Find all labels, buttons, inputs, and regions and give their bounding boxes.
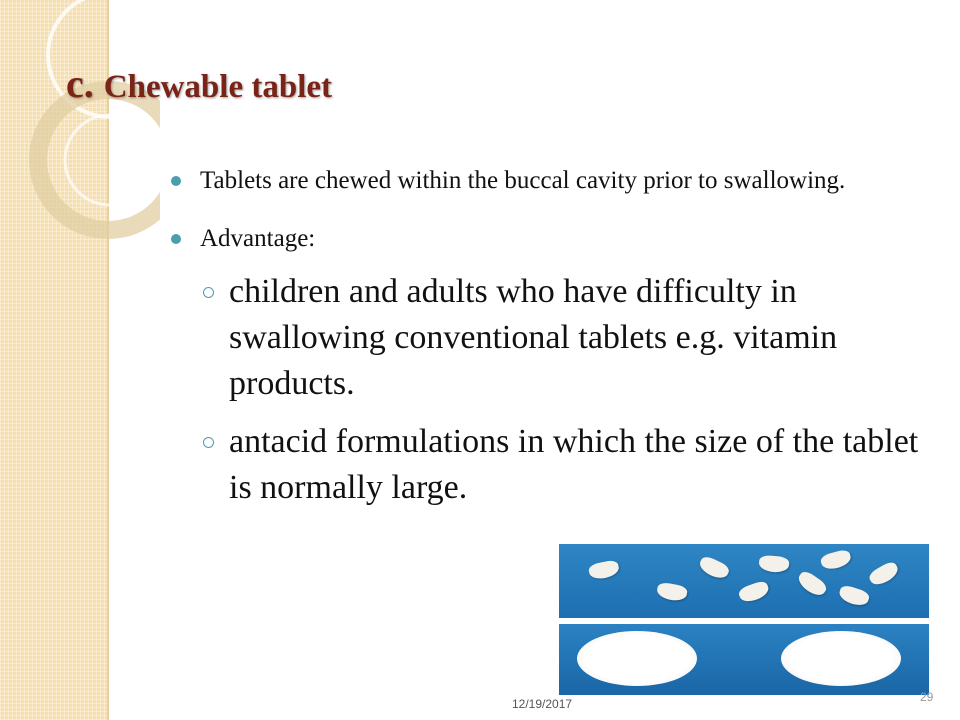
sub-bullet-item bbox=[163, 419, 943, 511]
bullet-text: Tablets are chewed within the buccal cavity prior to swallowing. bbox=[200, 167, 846, 194]
title-text: Chewable tablet bbox=[103, 69, 332, 105]
chewable-tablets-photo bbox=[559, 544, 929, 695]
tablet-shape bbox=[697, 554, 731, 581]
bullet-icon bbox=[171, 176, 181, 186]
bullet-text: Advantage: bbox=[200, 225, 316, 252]
tablet-shape bbox=[837, 584, 870, 608]
sub-bullet-icon bbox=[203, 437, 214, 448]
sub-bullet-item bbox=[163, 269, 943, 407]
bullet-item bbox=[163, 163, 943, 199]
round-tablets-image bbox=[559, 624, 929, 695]
tablet-shape bbox=[656, 582, 688, 603]
bullet-icon bbox=[171, 234, 181, 244]
slide-title bbox=[66, 60, 332, 107]
triangular-tablets-image bbox=[559, 544, 929, 618]
slide-content bbox=[163, 163, 943, 511]
sub-bullet-icon bbox=[203, 287, 214, 298]
slide-number: 29 bbox=[920, 690, 934, 704]
tablet-shape bbox=[737, 579, 771, 604]
tablet-shape bbox=[867, 560, 901, 589]
sub-bullet-text: children and adults who have difficulty in swallowing conventional tablets e.g. vitamin products. bbox=[229, 273, 838, 402]
tablet-shape bbox=[819, 548, 852, 571]
tablet-shape bbox=[781, 631, 901, 686]
tablet-shape bbox=[795, 569, 829, 599]
decorative-circles bbox=[0, 0, 160, 260]
bullet-item bbox=[163, 221, 943, 257]
tablet-shape bbox=[758, 555, 789, 574]
tablet-shape bbox=[588, 559, 621, 581]
title-letter: c. bbox=[66, 61, 94, 106]
sub-bullet-text: antacid formulations in which the size of the tablet is normally large. bbox=[229, 423, 919, 506]
footer-date: 12/19/2017 bbox=[512, 697, 573, 711]
tablet-shape bbox=[577, 631, 697, 686]
